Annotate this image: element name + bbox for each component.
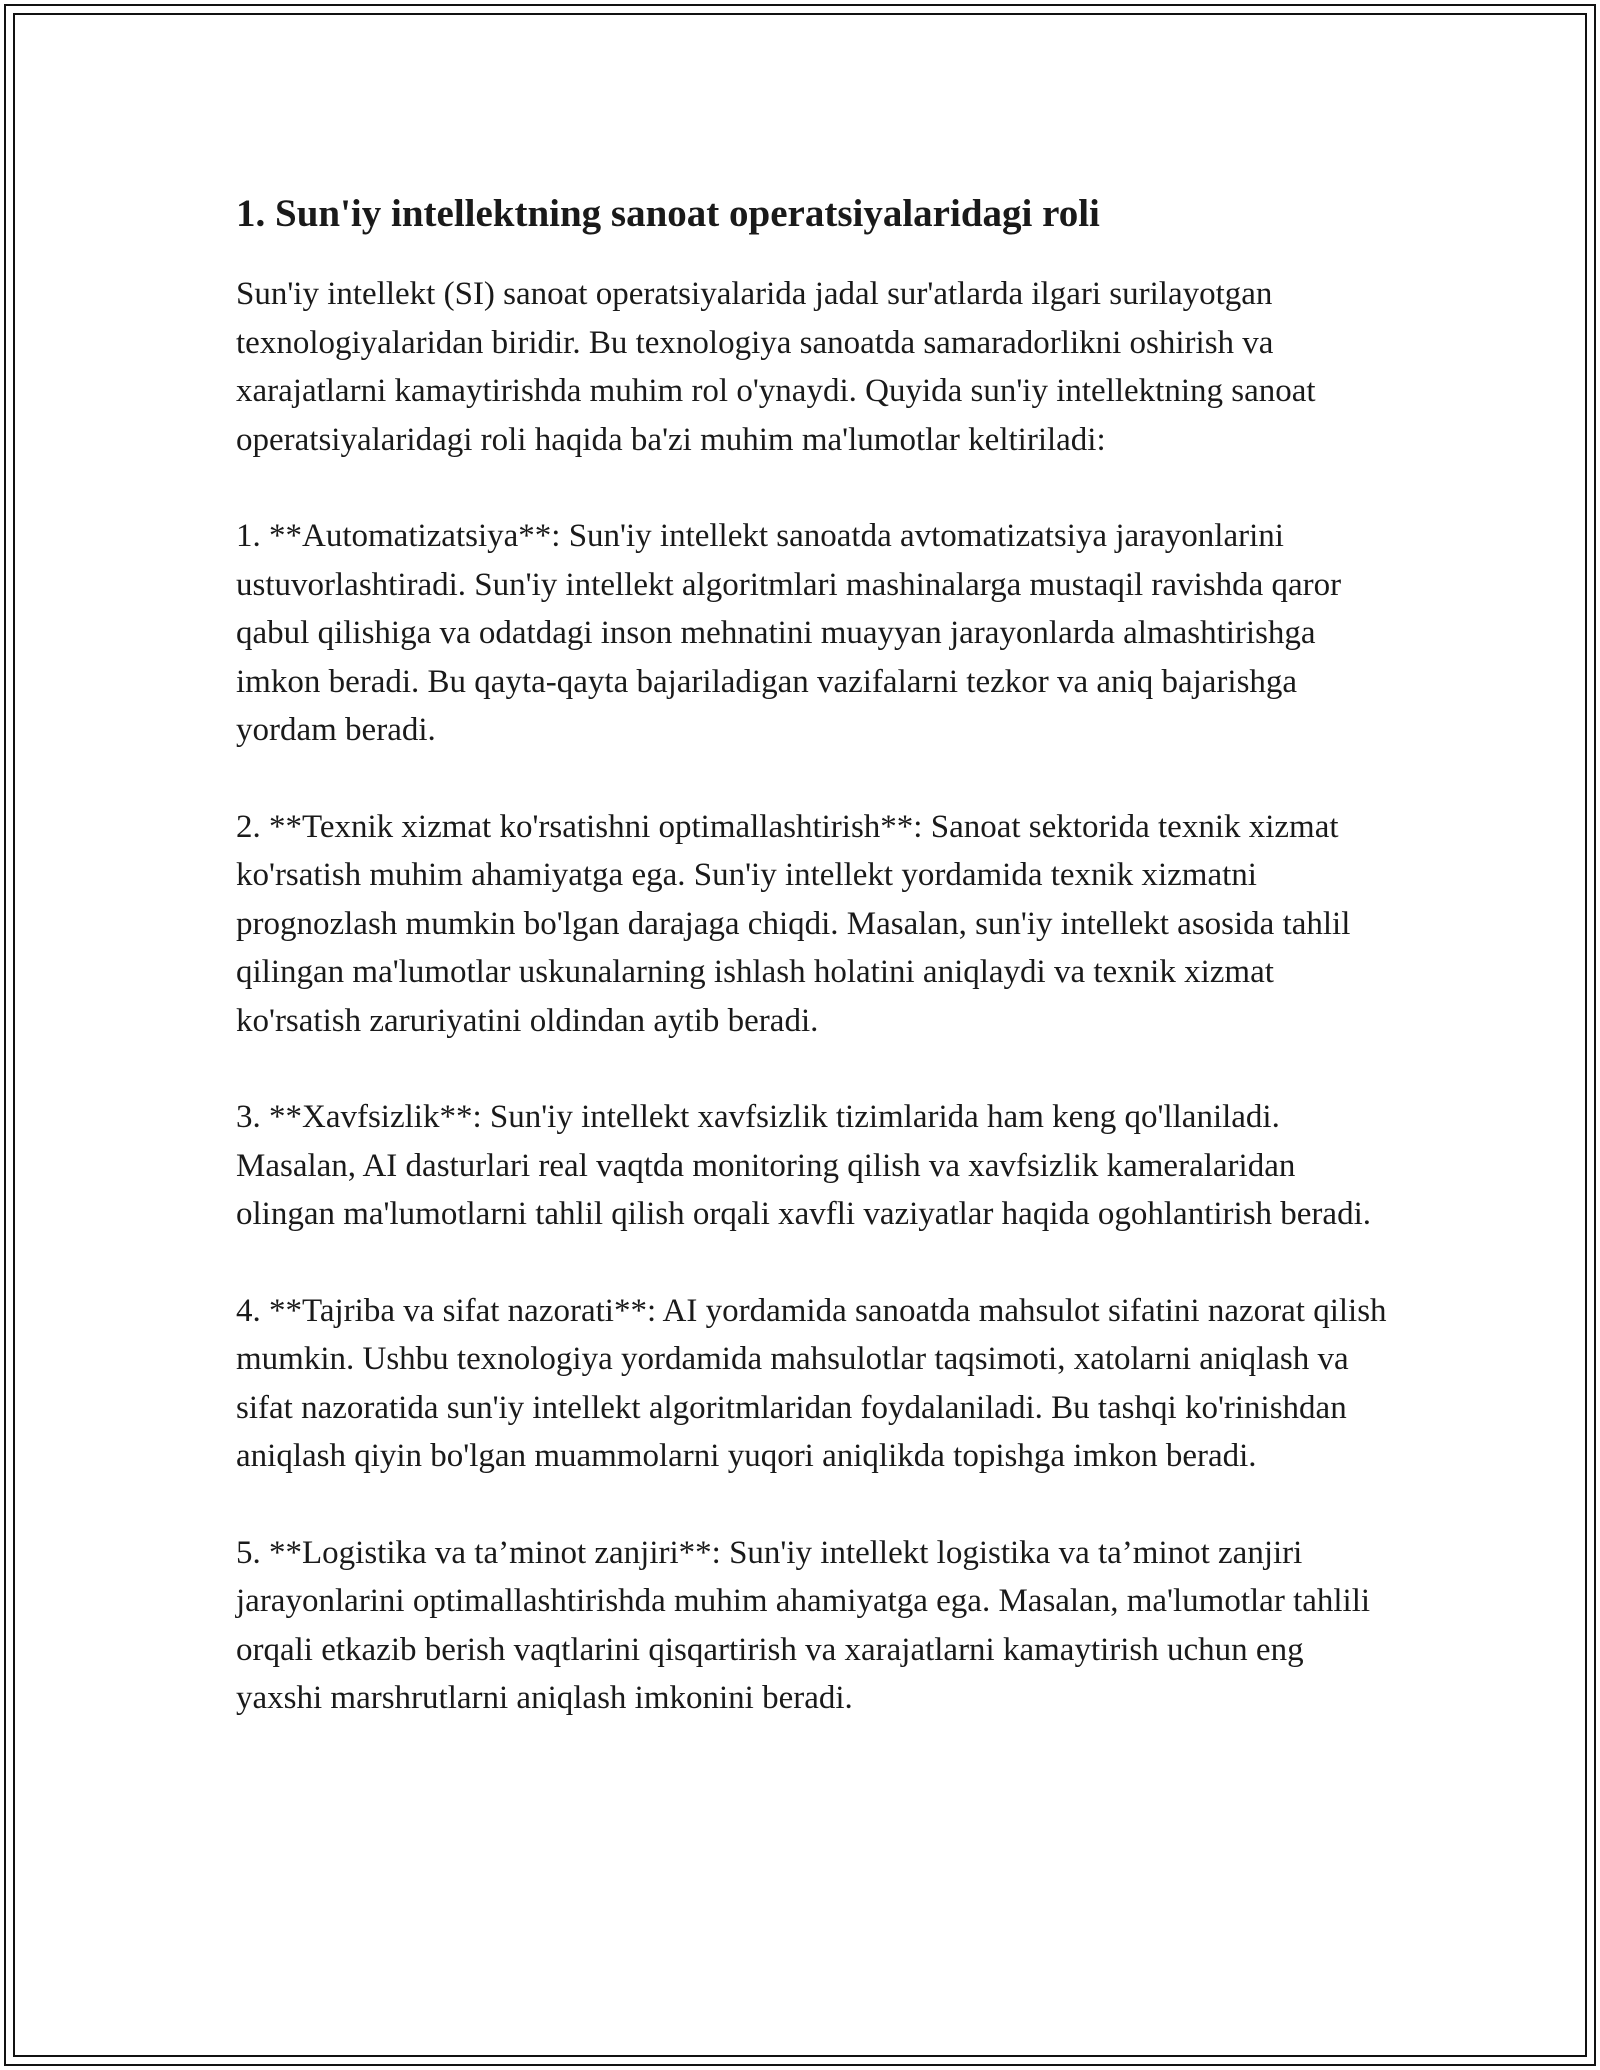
paragraph-logistika: 5. **Logistika va ta’minot zanjiri**: Sun'iy intellekt logistika va ta’minot zanjiri jarayonlarini optimallashtirishda muhim ahamiyatga ega. Masalan, ma'lumotlar tahlili orqali etkazib berish vaqtlarini qisqartirish va xarajatlarni kamaytirish uchun eng yaxshi marshrutlarni aniqlash imkonini beradi.	[236, 1534, 1371, 1716]
paragraph-sifat-nazorati: 4. **Tajriba va sifat nazorati**: AI yordamida sanoatda mahsulot sifatini nazorat qilish mumkin. Ushbu texnologiya yordamida mahsulotlar taqsimoti, xatolarni aniqlash va sifat nazoratida sun'iy intellekt algoritmlaridan foydalaniladi. Bu tashqi ko'rinishdan aniqlash qiyin bo'lgan muammolarni yuqori aniqlikda topishga imkon beradi.	[236, 1292, 1387, 1474]
document-body	[236, 186, 1396, 1771]
paragraph-automatizatsiya: 1. **Automatizatsiya**: Sun'iy intellekt sanoatda avtomatizatsiya jarayonlarini ustuvorlashtiradi. Sun'iy intellekt algoritmlari mashinalarga mustaqil ravishda qaror qabul qilishiga va odatdagi inson mehnatini muayyan jarayonlarda almashtirishga imkon beradi. Bu qayta-qayta bajariladigan vazifalarni tezkor va aniq bajarishga yordam beradi.	[236, 518, 1342, 748]
document-title: 1. Sun'iy intellektning sanoat operatsiyalaridagi roli	[236, 192, 1100, 235]
intro-paragraph: Sun'iy intellekt (SI) sanoat operatsiyalarida jadal sur'atlarda ilgari surilayotgan texnologiyalaridan biridir. Bu texnologiya sanoatda samaradorlikni oshirish va xarajatlarni kamaytirishda muhim rol o'ynaydi. Quyida sun'iy intellektning sanoat operatsiyalaridagi roli haqida ba'zi muhim ma'lumotlar keltiriladi:	[236, 276, 1316, 458]
paragraph-texnik-xizmat: 2. **Texnik xizmat ko'rsatishni optimallashtirish**: Sanoat sektorida texnik xizmat ko'rsatish muhim ahamiyatga ega. Sun'iy intellekt yordamida texnik xizmatni prognozlash mumkin bo'lgan darajaga chiqdi. Masalan, sun'iy intellekt asosida tahlil qilingan ma'lumotlar uskunalarning ishlash holatini aniqlaydi va texnik xizmat ko'rsatish zaruriyatini oldindan aytib beradi.	[236, 808, 1351, 1039]
paragraph-xavfsizlik: 3. **Xavfsizlik**: Sun'iy intellekt xavfsizlik tizimlarida ham keng qo'llaniladi. Masalan, AI dasturlari real vaqtda monitoring qilish va xavfsizlik kameralaridan olingan ma'lumotlarni tahlil qilish orqali xavfli vaziyatlar haqida ogohlantirish beradi.	[236, 1099, 1371, 1232]
